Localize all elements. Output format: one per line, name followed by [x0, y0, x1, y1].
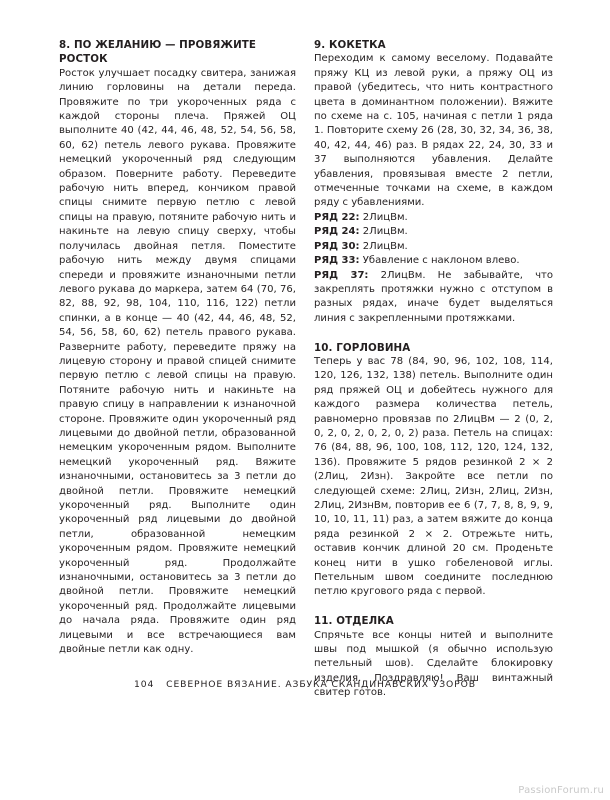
left-column — [59, 38, 296, 657]
section-10-body: Теперь у вас 78 (84, 90, 96, 102, 108, 114, 120, 126, 132, 138) петель. Выполните один ряд пряжей ОЦ и добейтесь нужного для каждого размера количества петель, равномерно провязав по 2ЛицВм — 2 (0, 2, 0, 2, 0, 2, 0, 2, 0, 2) раза. Петель на спицах: 76 (84, 88, 96, 100, 108, 112, 120, 124, 132, 136). Провяжите 5 рядов резинкой 2 × 2 (2Лиц, 2Изн). Закройте все петли по следующей схеме: 2Лиц, 2Изн, 2Лиц, 2Изн, 2Лиц, 2ИзнВм, повторив ее 6 (7, 7, 8, 8, 9, 9, 10, 10, 11, 11) раз, а затем вяжите до конца ряда резинкой 2 × 2. Отрежьте нить, оставив кончик длиной 20 см. Проденьте конец нити в ушко гобеленовой иглы. Петельным швом соедините последнюю петлю кругового ряда с первой. — [314, 355, 553, 598]
row-text: Убавление с наклоном влево. — [362, 255, 520, 267]
row-label: РЯД 33: — [314, 255, 360, 267]
page-footer — [0, 679, 610, 690]
right-column — [314, 38, 553, 701]
row-text: 2ЛицВм. — [362, 211, 408, 223]
site-watermark: PassionForum.ru — [518, 785, 604, 796]
row-33-instruction — [314, 254, 553, 268]
section-9-heading: 9. КОКЕТКА — [314, 39, 386, 51]
row-text: 2ЛицВм. — [362, 226, 408, 238]
section-9-body: Переходим к самому веселому. Подавайте пряжу КЦ из левой руки, а пряжу ОЦ из правой (убедитесь, что нить контрастного цвета в доминантном положении). Вяжите по схеме на с. 105, начиная с петли 1 ряда 1. Повторите схему 26 (28, 30, 32, 34, 36, 38, 40, 42, 44, 46) раз. В рядах 22, 24, 30, 33 и 37 выполняются убавления. Делайте убавления, провязывая вместе 2 петли, отмеченные точками на схеме, в каждом ряду с убавлениями. — [314, 53, 553, 209]
section-spacer — [314, 600, 553, 614]
row-24-instruction — [314, 225, 553, 239]
row-label: РЯД 24: — [314, 226, 360, 238]
section-11-heading: 11. ОТДЕЛКА — [314, 615, 394, 628]
section-8-heading: 8. ПО ЖЕЛАНИЮ — ПРОВЯЖИТЕ РОСТОК — [59, 39, 257, 66]
row-30-instruction — [314, 240, 553, 254]
section-spacer — [314, 326, 553, 340]
row-text: 2ЛицВм. Не забывайте, что закреплять протяжки нужно с отступом в разных рядах, иначе будет выделяться линия с закрепленными протяжками. — [314, 269, 554, 324]
row-37-instruction — [314, 269, 553, 327]
row-label: РЯД 22: — [314, 211, 360, 223]
row-text: 2ЛицВм. — [362, 240, 408, 252]
book-title: СЕВЕРНОЕ ВЯЗАНИЕ. АЗБУКА СКАНДИНАВСКИХ УЗОРОВ — [166, 679, 476, 690]
row-22-instruction — [314, 211, 553, 225]
section-10-heading: 10. ГОРЛОВИНА — [314, 341, 411, 354]
section-11-body: Спрячьте все концы нитей и выполните швы под мышкой (я обычно использую петельный шов). Сделайте блокировку изделия. Поздравляю! Ваш винтажный свитер готов. — [314, 629, 553, 699]
page-number: 104 — [134, 679, 155, 690]
row-label: РЯД 30: — [314, 240, 360, 252]
row-label: РЯД 37: — [314, 269, 369, 281]
section-8-body: Росток улучшает посадку свитера, занижая линию горловины на детали переда. Провяжите по три укороченных ряда с каждой стороны плеча. Пряжей ОЦ выполните 40 (42, 44, 46, 48, 52, 54, 56, 58, 60, 62) петель левого рукава. Провяжите немецкий укороченный ряд следующим образом. Поверните работу. Переведите рабочую нить вперед, кончиком правой спицы снимите первую петлю с левой спицы на правую, потяните рабочую нить и накиньте на левую спицу сверху, чтобы получилась двойная петля. Поместите рабочую нить между двумя спицами спереди и провяжите изнаночными петли левого рукава до маркера, затем 64 (70, 76, 82, 88, 92, 98, 104, 110, 116, 122) петли спинки, а в конце — 40 (42, 44, 46, 48, 52, 54, 56, 58, 60, 62) петель правого рукава. Разверните работу, переведите пряжу на лицевую сторону и правой спицей снимите первую петлю с левой спицы на правую. Потяните рабочую нить и накиньте на правую спицу в направлении к изнаночной стороне. Провяжите один укороченный ряд лицевыми до двойной петли, образованной немецким укороченным рядом. Выполните немецкий укороченный ряд. Вяжите изнаночными, остановитесь за 3 петли до двойной петли. Провяжите немецкий укороченный ряд. Выполните один укороченный ряд лицевыми до двойной петли, образованной немецким укороченным рядом. Провяжите немецкий укороченный ряд. Продолжайте изнаночными, остановитесь за 3 петли до двойной петли. Провяжите немецкий укороченный ряд. Продолжайте лицевыми до начала ряда. Провяжите один ряд лицевыми и все встречающиеся вам двойные петли как одну. — [59, 67, 296, 656]
